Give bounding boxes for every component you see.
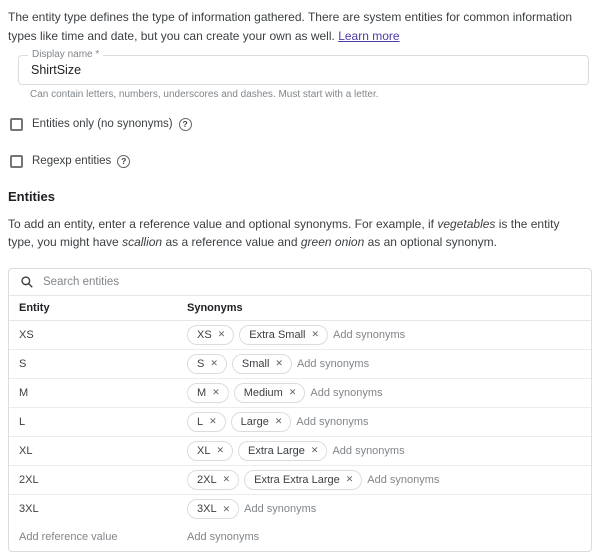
chip-remove-icon[interactable]: ✕ <box>275 358 283 369</box>
chip-remove-icon[interactable]: ✕ <box>216 445 225 456</box>
entities-description <box>8 216 586 251</box>
synonym-chip-label: Extra Large <box>248 444 305 457</box>
synonyms-cell <box>187 470 591 490</box>
entities-table <box>8 268 592 552</box>
intro-text: The entity type defines the type of information gathered. There are system entities for common information types like time and date, but you can create your own as well. <box>8 10 573 43</box>
description-italic-term: vegetables <box>437 217 496 232</box>
synonym-chip[interactable] <box>187 499 239 519</box>
synonym-chip-label: S <box>197 357 205 370</box>
synonym-chip-label: XS <box>197 328 212 341</box>
entity-row <box>9 379 591 408</box>
synonym-chip-label: Extra Extra Large <box>254 473 340 486</box>
synonym-chip[interactable] <box>187 383 229 403</box>
synonyms-cell <box>187 441 591 461</box>
add-synonyms-input[interactable]: Add synonyms <box>187 531 260 544</box>
intro-paragraph <box>8 8 586 45</box>
display-name-label: Display name * <box>28 49 103 61</box>
chip-remove-icon[interactable]: ✕ <box>310 445 319 456</box>
help-icon[interactable]: ? <box>179 118 192 131</box>
entity-value[interactable]: 3XL <box>19 503 39 516</box>
synonym-chip-label: 2XL <box>197 473 217 486</box>
entities-only-option <box>10 116 592 132</box>
add-synonyms-input[interactable]: Add synonyms <box>367 473 440 486</box>
synonym-chip[interactable] <box>187 470 239 490</box>
entity-row <box>9 437 591 466</box>
synonym-chip-label: Small <box>241 357 270 370</box>
chip-remove-icon[interactable]: ✕ <box>217 329 226 340</box>
synonym-chip-label: M <box>197 386 207 399</box>
synonym-chip-label: L <box>197 415 204 428</box>
entity-row <box>9 408 591 437</box>
synonym-chip[interactable] <box>239 325 328 345</box>
add-synonyms-input[interactable]: Add synonyms <box>332 444 405 457</box>
table-body <box>9 321 591 524</box>
add-entity-row <box>9 524 591 551</box>
search-icon <box>20 275 34 289</box>
column-header-synonyms: Synonyms <box>187 301 243 314</box>
description-text: as an optional synonym. <box>364 234 498 249</box>
entity-value[interactable]: L <box>19 415 26 428</box>
synonym-chip[interactable] <box>187 354 227 374</box>
chip-remove-icon[interactable]: ✕ <box>311 329 320 340</box>
chip-remove-icon[interactable]: ✕ <box>222 503 231 514</box>
display-name-input[interactable] <box>19 56 588 84</box>
regexp-entities-option <box>10 153 592 169</box>
synonym-chip[interactable] <box>234 383 306 403</box>
search-bar <box>9 269 591 296</box>
synonym-chip-label: 3XL <box>197 503 217 516</box>
add-synonyms-input[interactable]: Add synonyms <box>244 503 317 516</box>
synonym-chip[interactable] <box>187 325 234 345</box>
synonym-chip-label: XL <box>197 444 211 457</box>
synonym-chip[interactable] <box>187 441 233 461</box>
entity-value[interactable]: S <box>19 357 27 370</box>
learn-more-link[interactable]: Learn more <box>338 28 400 43</box>
help-icon[interactable]: ? <box>117 155 130 168</box>
chip-remove-icon[interactable]: ✕ <box>210 358 218 369</box>
entity-row <box>9 466 591 495</box>
entities-only-checkbox[interactable] <box>10 118 23 131</box>
table-header-row <box>9 296 591 321</box>
synonym-chip[interactable] <box>238 441 327 461</box>
synonym-chip[interactable] <box>231 412 292 432</box>
description-italic-term: scallion <box>122 234 163 249</box>
regexp-entities-label: Regexp entities <box>32 155 112 168</box>
chip-remove-icon[interactable]: ✕ <box>288 387 297 398</box>
entities-only-label: Entities only (no synonyms) <box>32 118 173 131</box>
entity-value[interactable]: 2XL <box>19 473 39 486</box>
entity-row <box>9 321 591 350</box>
synonym-chip-label: Medium <box>243 386 283 399</box>
search-input[interactable] <box>43 276 591 288</box>
description-italic-term: green onion <box>300 234 365 249</box>
add-reference-value-input[interactable]: Add reference value <box>19 531 118 544</box>
chip-remove-icon[interactable]: ✕ <box>212 387 220 398</box>
synonyms-cell <box>187 499 591 519</box>
synonym-chip-label: Extra Small <box>249 328 306 341</box>
add-synonyms-input[interactable]: Add synonyms <box>310 386 383 399</box>
entity-value[interactable]: XL <box>19 444 33 457</box>
add-synonyms-input[interactable]: Add synonyms <box>333 328 406 341</box>
synonym-chip[interactable] <box>244 470 362 490</box>
description-text: as a reference value and <box>162 234 301 249</box>
description-text: To add an entity, enter a reference value and optional synonyms. For example, if <box>8 217 438 232</box>
synonyms-cell <box>187 383 591 403</box>
regexp-entities-checkbox[interactable] <box>10 155 23 168</box>
synonym-chip-label: Large <box>240 415 269 428</box>
synonyms-cell <box>187 354 591 374</box>
chip-remove-icon[interactable]: ✕ <box>209 416 217 427</box>
column-header-entity: Entity <box>19 301 50 314</box>
entity-row <box>9 350 591 379</box>
display-name-field <box>18 49 589 85</box>
chip-remove-icon[interactable]: ✕ <box>222 474 231 485</box>
display-name-helper: Can contain letters, numbers, underscores and dashes. Must start with a letter. <box>30 89 379 101</box>
synonym-chip[interactable] <box>232 354 292 374</box>
chip-remove-icon[interactable]: ✕ <box>345 474 354 485</box>
entity-value[interactable]: M <box>19 386 29 399</box>
description-text: is the entity type, you might have <box>8 217 560 249</box>
chip-remove-icon[interactable]: ✕ <box>274 416 283 427</box>
synonyms-cell <box>187 325 591 345</box>
entity-row <box>9 495 591 524</box>
add-synonyms-input[interactable]: Add synonyms <box>296 357 370 370</box>
add-synonyms-input[interactable]: Add synonyms <box>296 415 369 428</box>
synonym-chip[interactable] <box>187 412 226 432</box>
entities-heading: Entities <box>8 189 55 205</box>
entity-value[interactable]: XS <box>19 328 34 341</box>
synonyms-cell <box>187 412 591 432</box>
